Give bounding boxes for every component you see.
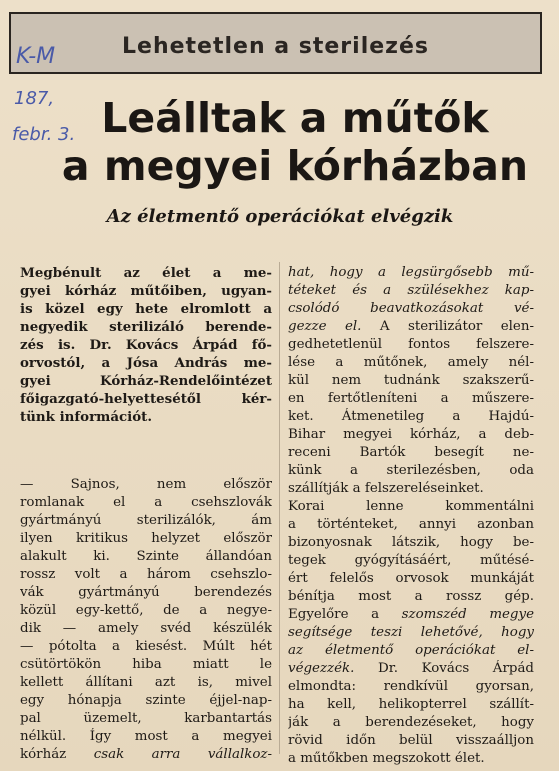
lead-line: tünk információt. bbox=[20, 409, 153, 425]
body-line: — Sajnos, nem először bbox=[20, 477, 272, 492]
body-line-italic: az életmentő operációkat el- bbox=[288, 643, 534, 658]
body-line-mixed bbox=[288, 660, 534, 678]
body-line: receni Bartók besegít ne- bbox=[288, 445, 534, 460]
body-text: kórház bbox=[20, 747, 67, 762]
body-text: A sterilizátor elen- bbox=[379, 319, 534, 334]
body-line: alakult ki. Szinte állandóan bbox=[20, 549, 272, 564]
handwritten-code: K-M bbox=[16, 44, 56, 69]
subheadline: Az életmentő operációkat elvégzik bbox=[106, 206, 454, 227]
lead-line: Megbénult az élet a me- bbox=[20, 265, 272, 281]
lead-line: gyei Kórház-Rendelőintézet bbox=[20, 373, 272, 389]
column-divider bbox=[279, 262, 280, 754]
body-text-italic: csak arra vállalkoz- bbox=[93, 747, 272, 762]
body-line: csütörtökön hiba miatt le bbox=[20, 657, 272, 672]
body-line: közül egy-kettő, de a negye- bbox=[20, 603, 272, 618]
body-column-2 bbox=[288, 264, 534, 768]
lead-line: negyedik sterilizáló berende- bbox=[20, 319, 272, 335]
headline-line-2: a megyei kórházban bbox=[61, 142, 529, 190]
body-line: kellett állítani azt is, mivel bbox=[20, 675, 272, 690]
body-text-italic: gezze el. bbox=[288, 319, 362, 334]
body-line: en fertőtleníteni a műszere- bbox=[288, 391, 534, 406]
body-line: tegek gyógyításáért, műtésé- bbox=[288, 553, 534, 568]
body-line: kül nem tudnánk szakszerű- bbox=[288, 373, 534, 388]
body-line: bizonyosnak látszik, hogy be- bbox=[288, 535, 534, 550]
body-line: lése a műtőnek, amely nél- bbox=[288, 355, 534, 370]
lead-line: gyei kórház műtőiben, ugyan- bbox=[20, 283, 272, 299]
body-line: romlanak el a csehszlovák bbox=[20, 495, 272, 510]
body-line: bénítja most a rossz gép. bbox=[288, 589, 534, 604]
body-line: ért felelős orvosok munkáját bbox=[288, 571, 534, 586]
body-line: rövid időn belül visszaálljon bbox=[288, 733, 534, 748]
lead-line: is közel egy hete elromlott a bbox=[20, 301, 272, 317]
body-line-italic: csolódó beavatkozásokat vé- bbox=[288, 301, 534, 316]
body-line: a történteket, annyi azonban bbox=[288, 517, 534, 532]
body-line: ha kell, helikopterrel szállít- bbox=[288, 697, 534, 712]
body-column-1 bbox=[20, 476, 272, 764]
body-line: dik — amely svéd készülék bbox=[20, 621, 272, 636]
body-line: elmondta: rendkívül gyorsan, bbox=[288, 679, 534, 694]
body-line: rossz volt a három csehszlo- bbox=[20, 567, 272, 582]
body-line-italic: téteket és a szülésekhez kap- bbox=[288, 283, 534, 298]
handwritten-number: 187, bbox=[14, 88, 55, 109]
body-text: Egyelőre a bbox=[288, 607, 380, 622]
kicker-banner bbox=[9, 12, 542, 74]
body-line: ják a berendezéseket, hogy bbox=[288, 715, 534, 730]
body-line: nélkül. Így most a megyei bbox=[20, 729, 272, 744]
body-line: gedhetetlenül fontos felszere- bbox=[288, 337, 534, 352]
lead-line: orvostól, a Jósa András me- bbox=[20, 355, 272, 371]
body-line: Korai lenne kommentálni bbox=[288, 499, 534, 514]
kicker-text: Lehetetlen a sterilezés bbox=[122, 34, 429, 59]
body-line: szállítják a felszereléseinket. bbox=[288, 481, 484, 496]
body-line: ket. Átmenetileg a Hajdú- bbox=[288, 409, 534, 424]
body-line: künk a sterilezésben, oda bbox=[288, 463, 534, 478]
lead-paragraph bbox=[20, 264, 272, 426]
lead-line: főigazgató-helyettesétől kér- bbox=[20, 391, 272, 407]
body-line-italic: hat, hogy a legsürgősebb mű- bbox=[288, 265, 534, 280]
body-line: vák gyártmányú berendezés bbox=[20, 585, 272, 600]
body-line: pal üzemelt, karbantartás bbox=[20, 711, 272, 726]
body-text-italic: szomszéd megye bbox=[401, 607, 534, 622]
headline-line-1: Leálltak a műtők bbox=[101, 94, 489, 142]
body-line-mixed bbox=[288, 318, 534, 336]
body-line-mixed bbox=[288, 606, 534, 624]
body-line: Bihar megyei kórház, a deb- bbox=[288, 427, 534, 442]
body-text-italic: végezzék. bbox=[288, 661, 355, 676]
body-line: gyártmányú sterilizálók, ám bbox=[20, 513, 272, 528]
body-text: Dr. Kovács Árpád bbox=[378, 661, 534, 676]
lead-line: zés is. Dr. Kovács Árpád fő- bbox=[20, 337, 272, 353]
body-line: a műtőkben megszokott élet. bbox=[288, 751, 485, 766]
body-line: — pótolta a kiesést. Múlt hét bbox=[20, 639, 272, 654]
body-line-mixed bbox=[20, 746, 272, 764]
body-line-italic: segítsége teszi lehetővé, hogy bbox=[288, 625, 534, 640]
body-line: ilyen kritikus helyzet először bbox=[20, 531, 272, 546]
body-line: egy hónapja szinte éjjel-nap- bbox=[20, 693, 272, 708]
handwritten-date: febr. 3. bbox=[12, 124, 76, 145]
